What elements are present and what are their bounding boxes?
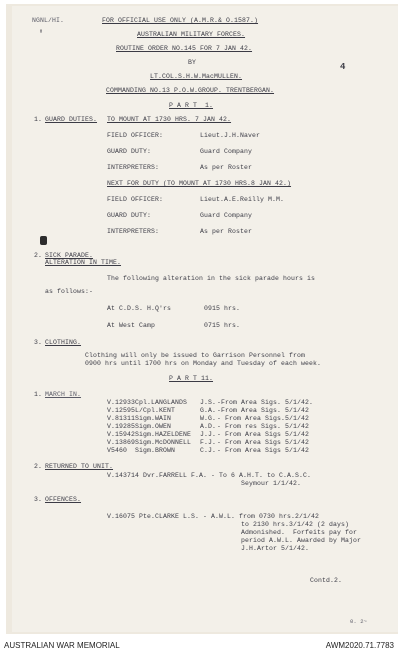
part2-title: P A R T 11. xyxy=(169,375,214,382)
march-in-detail: -From Area Sigs. 5/1/42 xyxy=(217,407,310,414)
march-in-number: V.15942 xyxy=(107,431,136,438)
march-in-detail: - From res Sigs. 5/1/42 xyxy=(217,423,310,430)
duty-role: FIELD OFFICER: xyxy=(107,196,164,203)
force-line: AUSTRALIAN MILITARY FORCES. xyxy=(137,31,246,38)
march-in-initials: W.G. xyxy=(200,415,217,422)
march-in-name: Cpl.LANGLANDS xyxy=(135,399,188,406)
duty-role: GUARD DUTY: xyxy=(107,148,152,155)
next-for-duty-heading: NEXT FOR DUTY (TO MOUNT AT 1730 HRS.8 JAN 42.) xyxy=(107,180,292,187)
sick-time: 0915 hrs. xyxy=(204,305,241,312)
punch-hole xyxy=(40,236,47,245)
march-in-initials: G.A. xyxy=(200,407,217,414)
march-in-detail: - From Area Sigs.5/1/42 xyxy=(217,415,310,422)
part2-section1-number: 1. xyxy=(34,391,43,398)
continued-note: Contd.2. xyxy=(310,577,343,584)
page-tick: ' xyxy=(38,30,45,41)
march-in-initials: C.J. xyxy=(200,447,217,454)
march-in-name: L/Cpl.KENT xyxy=(135,407,176,414)
march-in-detail: - From Area Sigs 5/1/42 xyxy=(217,439,310,446)
march-in-initials: F.J. xyxy=(200,439,217,446)
duty-value: Lieut.A.E.Reilly M.M. xyxy=(200,196,285,203)
march-in-name: Sigm.WAIN xyxy=(135,415,172,422)
archive-reference: AWM2020.71.7783 xyxy=(325,641,394,650)
offence-line: V.16075 Pte.CLARKE L.S. - A.W.L. from 0730 hrs.2/1/42 xyxy=(107,513,320,520)
march-in-name: Sigm.BROWN xyxy=(135,447,176,454)
march-in-number: V.12595 xyxy=(107,407,136,414)
returned-to-unit-text: Seymour 1/1/42. xyxy=(241,480,302,487)
march-in-name: Sigm.McDONNELL xyxy=(135,439,192,446)
duty-role: INTERPRETERS: xyxy=(107,164,160,171)
march-in-name: Sigm.HAZELDENE xyxy=(135,431,192,438)
classification-line: FOR OFFICIAL USE ONLY (A.M.R.& O.1587.) xyxy=(102,17,259,24)
march-in-number: V.12933 xyxy=(107,399,136,406)
part1-section2-number: 2. xyxy=(34,252,43,259)
sick-parade-text: The following alteration in the sick parade hours is xyxy=(107,275,316,282)
part2-section2-number: 2. xyxy=(34,463,43,470)
duty-value: As per Roster xyxy=(200,228,253,235)
part2-section3-number: 3. xyxy=(34,496,43,503)
march-in-detail: - From Area Sigs 5/1/42 xyxy=(217,431,310,438)
part1-title: P A R T 1. xyxy=(169,102,214,109)
duty-role: INTERPRETERS: xyxy=(107,228,160,235)
offence-line: to 2130 hrs.3/1/42 (2 days) xyxy=(241,521,350,528)
returned-to-unit-heading: RETURNED TO UNIT. xyxy=(45,463,114,470)
march-in-detail: - From Area Sigs 5/1/42 xyxy=(217,447,310,454)
officer-line: LT.COL.S.H.W.MacMULLEN. xyxy=(150,73,243,80)
march-in-number: V.19285 xyxy=(107,423,136,430)
returned-to-unit-text: V.143714 Dvr.FARRELL F.A. - To 6 A.H.T. to C.A.S.C. xyxy=(107,472,312,479)
offence-line: J.H.Artor 5/1/42. xyxy=(241,545,310,552)
duty-value: Lieut.J.H.Naver xyxy=(200,132,261,139)
duty-value: Guard Company xyxy=(200,148,253,155)
offence-line: Admonished. Forfeits pay for xyxy=(241,529,358,536)
duty-value: As per Roster xyxy=(200,164,253,171)
march-in-initials: A.D. xyxy=(200,423,217,430)
offence-line: period A.W.L. Awarded by Major xyxy=(241,537,362,544)
clothing-heading: CLOTHING. xyxy=(45,339,82,346)
sick-place: At West Camp xyxy=(107,322,156,329)
offences-heading: OFFENCES. xyxy=(45,496,82,503)
sick-time: 0715 hrs. xyxy=(204,322,241,329)
march-in-number: V.81311 xyxy=(107,415,136,422)
march-in-heading: MARCH IN. xyxy=(45,391,82,398)
by-line: BY xyxy=(188,59,197,66)
command-line: COMMANDING NO.13 P.O.W.GROUP. TRENTBERGAN. xyxy=(106,87,275,94)
guard-mount-time: TO MOUNT AT 1730 HRS. 7 JAN 42. xyxy=(107,116,232,123)
sick-parade-heading: SICK PARADE. xyxy=(45,252,94,259)
duty-role: FIELD OFFICER: xyxy=(107,132,164,139)
part1-section1-number: 1. xyxy=(34,116,43,123)
page-number: 0. 2~ xyxy=(350,618,368,625)
march-in-name: Sigm.OWEN xyxy=(135,423,172,430)
page-mark: 4 xyxy=(340,62,346,72)
march-in-number: V5460 xyxy=(107,447,128,454)
order-title: ROUTINE ORDER NO.145 FOR 7 JAN 42. xyxy=(116,45,253,52)
duty-value: Guard Company xyxy=(200,212,253,219)
march-in-initials: J.S. xyxy=(200,399,217,406)
reference-code: NGNL/HI. xyxy=(32,17,65,24)
part1-section3-number: 3. xyxy=(34,339,43,346)
document-page xyxy=(12,6,398,632)
sick-place: At C.D.S. H.Q'rs xyxy=(107,305,172,312)
sick-parade-text: as follows:- xyxy=(45,288,94,295)
clothing-text: Clothing will only be issued to Garrison Personnel from xyxy=(85,352,306,359)
clothing-text: 0900 hrs until 1700 hrs on Monday and Tuesday of each week. xyxy=(85,360,322,367)
archive-name: AUSTRALIAN WAR MEMORIAL xyxy=(4,641,120,650)
march-in-number: V.13869 xyxy=(107,439,136,446)
archive-footer xyxy=(0,638,404,653)
march-in-initials: J.J. xyxy=(200,431,217,438)
alteration-heading: ALTERATION IN TIME. xyxy=(45,259,122,266)
march-in-detail: -From Area Sigs. 5/1/42. xyxy=(217,399,314,406)
guard-duties-heading: GUARD DUTIES. xyxy=(45,116,98,123)
duty-role: GUARD DUTY: xyxy=(107,212,152,219)
